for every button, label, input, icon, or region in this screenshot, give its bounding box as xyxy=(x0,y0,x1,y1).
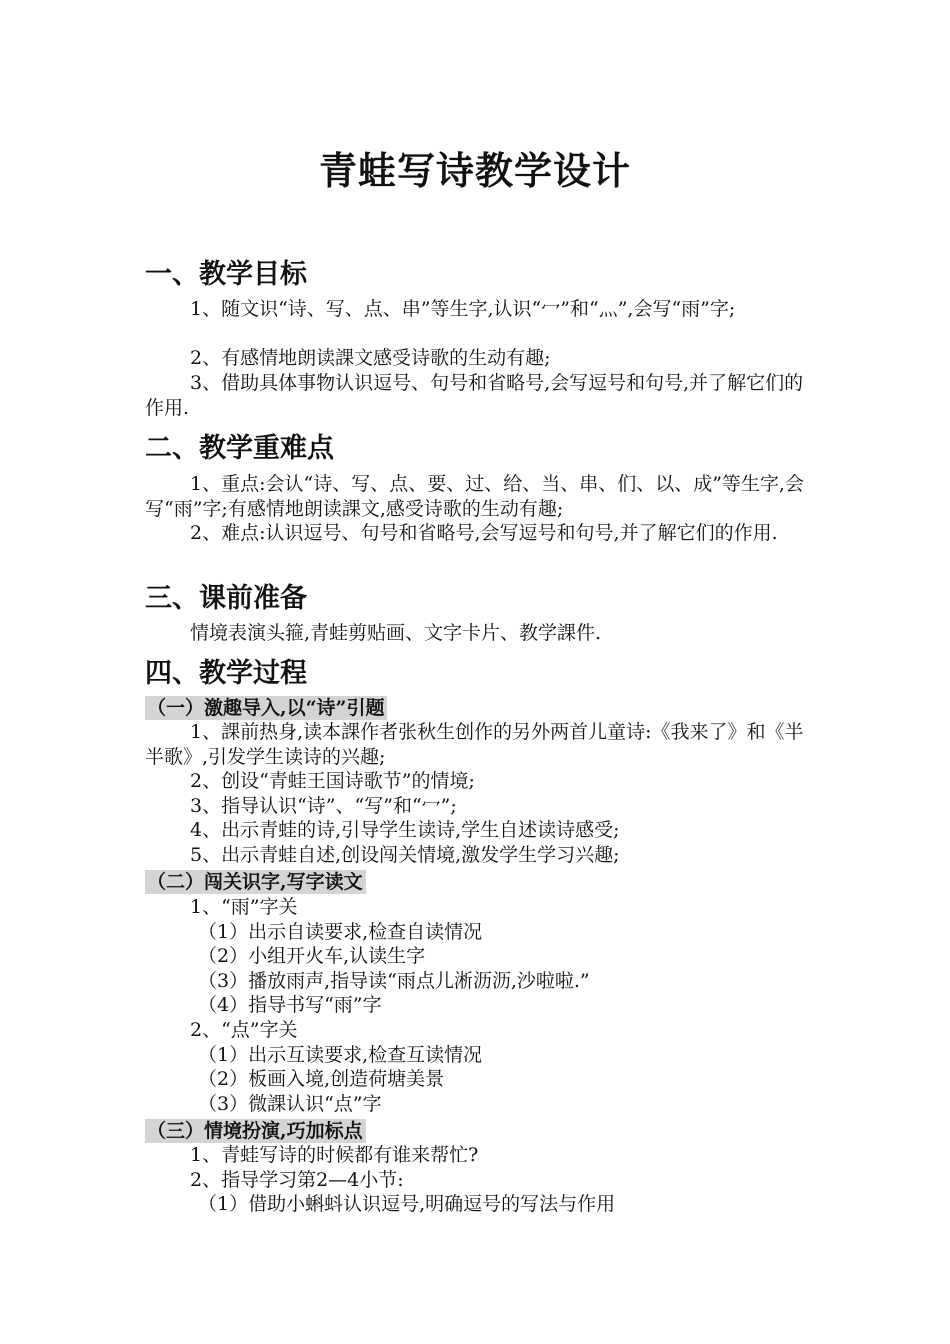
subsection-label: （一）激趣导入,以“诗”引题 xyxy=(145,696,387,720)
list-item: （2）小组开火车,认读生字 xyxy=(198,945,426,967)
paragraph: 3、借助具体事物认识逗号、句号和省略号,会写逗号和句号,并了解它们的作用. xyxy=(145,372,804,419)
paragraph: 5、出示青蛙自述,创设闯关情境,激发学生学习兴趣; xyxy=(190,844,620,866)
paragraph: 2、有感情地朗读課文感受诗歌的生动有趣; xyxy=(190,347,551,369)
subsection-label: （二）闯关识字,写字读文 xyxy=(145,870,366,894)
paragraph: 4、出示青蛙的诗,引导学生读诗,学生自述读诗感受; xyxy=(190,819,620,841)
paragraph: 2、创设“青蛙王国诗歌节”的情境; xyxy=(190,770,475,792)
paragraph: 3、指导认识“诗”、“写”和“冖”; xyxy=(190,795,457,817)
paragraph: 1、随文识“诗、写、点、串”等生字,认识“冖”和“灬”,会写“雨”字; xyxy=(190,298,736,320)
paragraph: 2、指导学习第2—4小节: xyxy=(190,1169,404,1191)
section-heading-objectives: 一、教学目标 xyxy=(145,259,307,290)
paragraph: 情境表演头箍,青蛙剪贴画、文字卡片、教学課件. xyxy=(190,622,602,644)
list-item: （1）出示自读要求,检查自读情况 xyxy=(198,921,483,943)
section-heading-preparation: 三、课前准备 xyxy=(145,583,307,614)
list-item: （3）播放雨声,指导读“雨点儿淅沥沥,沙啦啦.” xyxy=(198,970,590,992)
paragraph: 2、难点:认识逗号、句号和省略号,会写逗号和句号,并了解它们的作用. xyxy=(190,522,778,544)
section-heading-process: 四、教学过程 xyxy=(145,658,307,689)
paragraph: 1、青蛙写诗的时候都有谁来帮忙? xyxy=(190,1144,479,1166)
subsection-label: （三）情境扮演,巧加标点 xyxy=(145,1119,366,1143)
list-item: （2）板画入境,创造荷塘美景 xyxy=(198,1068,445,1090)
list-item: （4）指导书写“雨”字 xyxy=(198,994,382,1016)
paragraph: 2、“点”字关 xyxy=(190,1019,298,1041)
section-heading-key-points: 二、教学重难点 xyxy=(145,433,334,464)
paragraph: 1、“雨”字关 xyxy=(190,896,298,918)
list-item: （3）微課认识“点”字 xyxy=(198,1093,382,1115)
list-item: （1）出示互读要求,检查互读情况 xyxy=(198,1044,483,1066)
paragraph: 1、課前热身,读本課作者张秋生创作的另外两首儿童诗:《我来了》和《半半歌》,引发学生读诗的兴趣; xyxy=(145,721,804,768)
list-item: （1）借助小蝌蚪认识逗号,明确逗号的写法与作用 xyxy=(198,1193,616,1215)
page-title: 青蛙写诗教学设计 xyxy=(318,149,631,193)
paragraph: 1、重点:会认“诗、写、点、要、过、给、当、串、们、以、成”等生字,会写“雨”字;有感情地朗读課文,感受诗歌的生动有趣; xyxy=(145,473,804,520)
